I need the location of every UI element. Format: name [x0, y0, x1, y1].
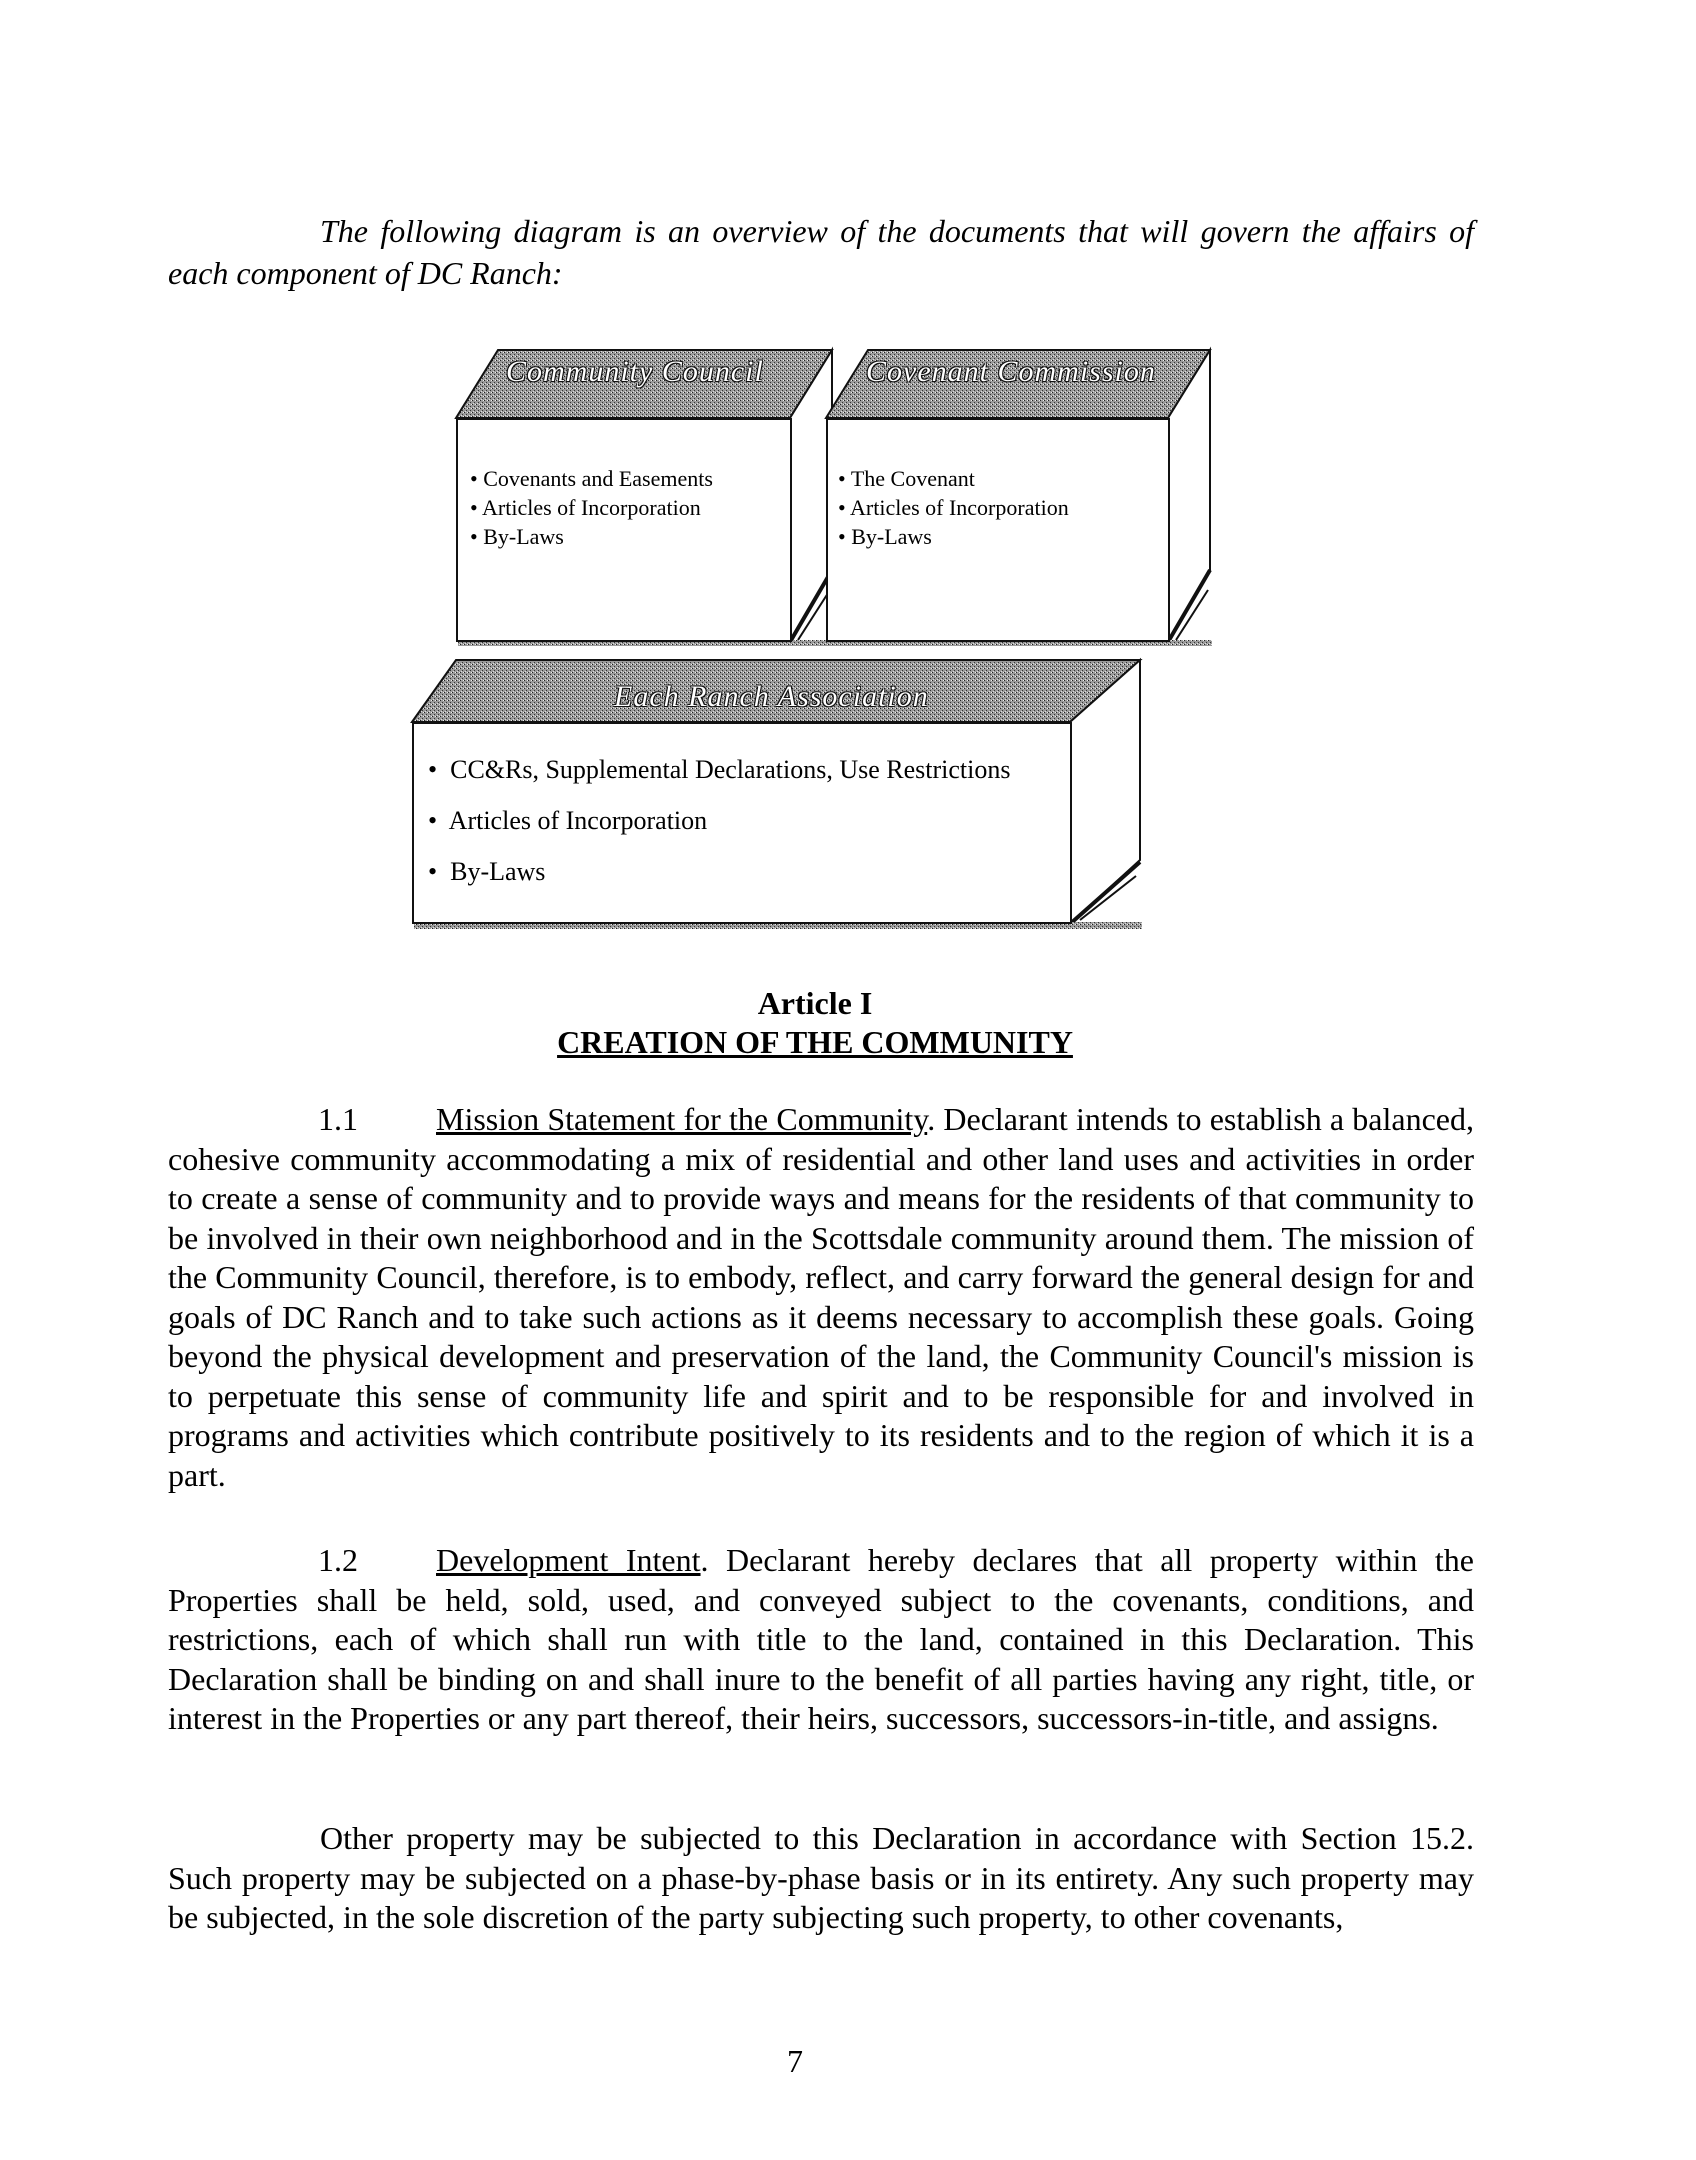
list-item: • Covenants and Easements: [470, 464, 790, 493]
ranch-association-box: [412, 722, 1072, 924]
article-number: Article I: [757, 985, 873, 1021]
list-item: • By-Laws: [428, 846, 1070, 897]
list-item: • The Covenant: [838, 464, 1168, 493]
ranch-association-list: [428, 744, 1070, 897]
list-item: • Articles of Incorporation: [428, 795, 1070, 846]
covenant-commission-box: [826, 418, 1170, 642]
section-body: . Declarant intends to establish a balanced, cohesive community accommodating a mix of residential and other land uses and activities in order to create a sense of community and to provide ways and means for the residents of that community to be involved in their own neighborhood and in the Scottsdale community around them. The mission of the Community Council, therefore, is to embody, reflect, and carry forward the general design for and goals of DC Ranch and to take such actions as it deems necessary to accomplish these goals. Going beyond the physical development and preservation of the land, the Community Council's mission is to perpetuate this sense of community life and spirit and to be responsible for and involved in programs and activities which contribute positively to its residents and to the region of which it is a part.: [168, 1101, 1475, 1493]
list-item: • CC&Rs, Supplemental Declarations, Use Restrictions: [428, 744, 1070, 795]
community-council-box: [456, 418, 792, 642]
closing-paragraph: [168, 1819, 1474, 1938]
community-council-list: [470, 464, 790, 551]
page-number: 7: [787, 2043, 803, 2079]
section-1-2: [168, 1541, 1474, 1739]
ranch-association-title: Each Ranch Association: [614, 680, 929, 713]
governance-diagram: [0, 0, 1696, 960]
article-title: CREATION OF THE COMMUNITY: [557, 1024, 1073, 1060]
covenant-commission-title: Covenant Commission: [866, 355, 1156, 388]
section-body: . Declarant hereby declares that all property within the Properties shall be held, sold, used, and conveyed subject to the covenants, conditions, and restrictions, each of which shall run with title to the land, contained in this Declaration. This Declaration shall be binding on and shall inure to the benefit of all parties having any right, title, or interest in the Properties or any part thereof, their heirs, successors, successors-in-title, and assigns.: [168, 1542, 1475, 1736]
intro-text: The following diagram is an overview of the documents that will govern the affairs of each component of DC Ranch:: [168, 213, 1474, 291]
closing-text: Other property may be subjected to this Declaration in accordance with Section 15.2. Such property may be subjected on a phase-by-phase basis or in its entirety. Any such property may be subjected, in the sole discretion of the party subjecting such property, to other covenants,: [168, 1820, 1474, 1935]
section-number: 1.2: [318, 1542, 358, 1578]
community-council-title: Community Council: [506, 355, 764, 388]
list-item: • Articles of Incorporation: [838, 493, 1168, 522]
section-1-1: [168, 1100, 1474, 1495]
section-heading: Mission Statement for the Community: [436, 1101, 928, 1137]
list-item: • By-Laws: [838, 522, 1168, 551]
list-item: • By-Laws: [470, 522, 790, 551]
section-heading: Development Intent: [436, 1542, 701, 1578]
list-item: • Articles of Incorporation: [470, 493, 790, 522]
section-number: 1.1: [318, 1101, 358, 1137]
covenant-commission-list: [838, 464, 1168, 551]
